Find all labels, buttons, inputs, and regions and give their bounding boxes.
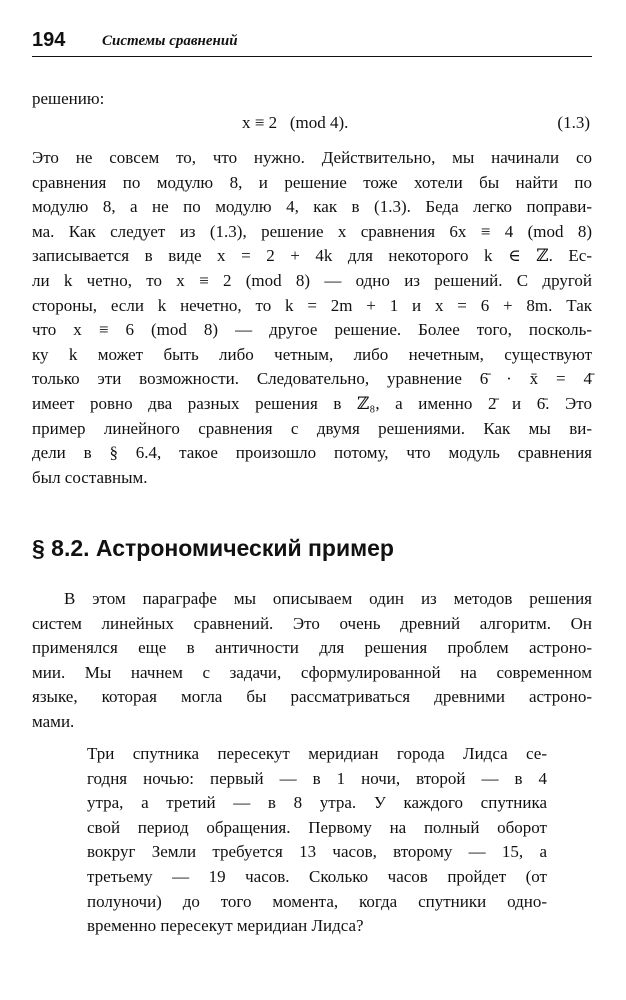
text-line: стороны, если k нечетно, то k = 2m + 1 и x = 6 + 8m. Так [32,295,592,315]
text-line: свой период обращения. Первому на полный оборот [87,817,547,837]
text-line: ма. Как следует из (1.3), решение x сравнения 6x ≡ 4 (mod 8) [32,221,592,241]
text-line: третьему — 19 часов. Сколько часов пройдет (от [87,866,547,886]
text-line: Три спутника пересекут меридиан города Лидса се- [87,744,547,763]
text-line: мии. Мы начнем с задачи, сформулированной на современном [32,662,592,682]
running-title: Системы сравнений [102,33,238,49]
display-formula: x ≡ 2 (mod 4). [242,113,349,132]
text-line: мами. [32,711,75,731]
text-line: систем линейных сравнений. Это очень древний алгоритм. Он [32,613,592,633]
problem-statement [87,742,547,939]
text-line: В этом параграфе мы описываем один из методов решения [64,589,592,608]
lead-word: решению: [32,89,105,108]
text-line: дели в § 6.4, такое произошло потому, что модуль сравнения [32,443,592,463]
display-formula-row [32,111,592,137]
text-line: ли k четно, то x ≡ 2 (mod 8) — одно из решений. С другой [32,270,592,290]
text-line: утра, а третий — в 8 утра. У каждого спутника [87,793,547,813]
text-line: полуночи) до того момента, когда спутники одно- [87,891,547,911]
text-line: что x ≡ 6 (mod 8) — другое решение. Более того, посколь- [32,320,592,340]
text-line: годня ночью: первый — в 1 ночи, второй — в 4 [87,768,547,788]
text-line: имеет ровно два разных решения в ℤ₈, а именно 2̄ и 6̄. Это [32,393,592,413]
paragraph-solutions [32,146,592,490]
text-line: временно пересекут меридиан Лидса? [87,916,364,936]
text-line: сравнения по модулю 8, и решение тоже хотели бы найти по [32,172,592,192]
text-line: модулю 8, а не по модулю 4, как в (1.3). Беда легко поправи- [32,197,592,217]
text-line: применялся еще в античности для решения проблем астроно- [32,638,592,658]
equation-number: (1.3) [557,113,590,132]
paragraph-introduction [32,587,592,735]
text-line: был составным. [32,467,148,487]
text-line: вокруг Земли требуется 13 часов, второму — 15, а [87,842,547,862]
text-line: Это не совсем то, что нужно. Действительно, мы начинали со [32,148,592,167]
section-heading: § 8.2. Астрономический пример [32,535,394,561]
running-head [32,26,592,56]
page-number: 194 [32,29,66,51]
text-line: пример линейного сравнения с двумя решениями. Как мы ви- [32,418,592,438]
text-line: только эти возможности. Следовательно, уравнение 6̄ · x̄ = 4̄ [32,369,592,389]
text-line: записывается в виде x = 2 + 4k для некоторого k ∈ ℤ. Ес- [32,246,592,266]
text-line: ку k может быть либо четным, либо нечетным, существуют [32,344,592,364]
header-rule [32,56,592,57]
text-line: языке, которая могла бы рассматриваться древними астроно- [32,687,592,707]
